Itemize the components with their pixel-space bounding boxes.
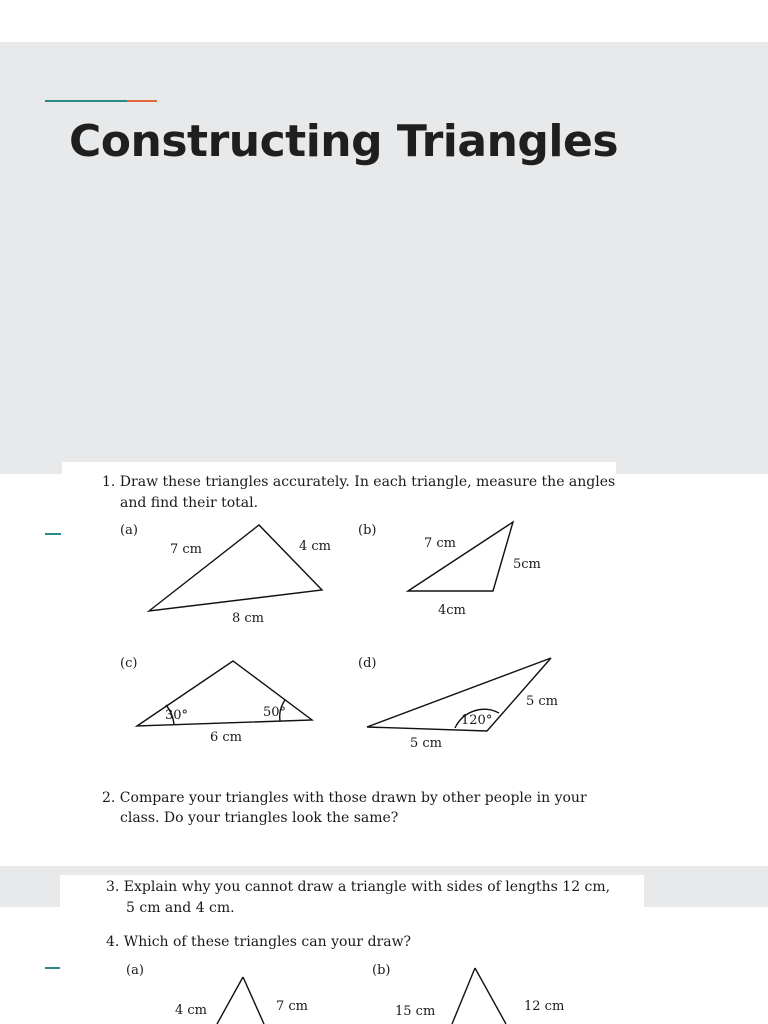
q1-part-d-label: (d) [358, 656, 377, 671]
title-slide [0, 42, 768, 474]
q1d-side-bottom: 5 cm [410, 736, 443, 751]
worksheet-scan-1 [62, 462, 616, 850]
triangle-4b-left-side [452, 968, 475, 1024]
q1-part-a-label: (a) [120, 523, 138, 538]
title-accent-orange [127, 100, 157, 102]
q4a-side-right: 7 cm [276, 999, 309, 1014]
question-3-line-1: 3. Explain why you cannot draw a triangle with sides of lengths 12 cm, [106, 879, 611, 895]
q1b-side-bottom: 4cm [438, 603, 466, 618]
triangle-4a-right-side [243, 977, 264, 1024]
q1d-side-right: 5 cm [526, 694, 559, 709]
q1c-angle-right: 50° [263, 705, 287, 720]
question-4-line-1: 4. Which of these triangles can your draw? [106, 934, 412, 950]
question-2-line-1: 2. Compare your triangles with those drawn by other people in your [102, 790, 587, 806]
worksheet-scan-2 [60, 875, 644, 1024]
q1c-side-bottom: 6 cm [210, 730, 243, 745]
q1a-side-bottom: 8 cm [232, 611, 265, 626]
q1a-side-right: 4 cm [299, 539, 332, 554]
q4b-side-right: 12 cm [524, 999, 565, 1014]
q1-part-c-label: (c) [120, 656, 138, 671]
q1d-angle: 120° [461, 713, 493, 728]
triangle-b [408, 522, 513, 591]
question-1-line-2: and find their total. [120, 495, 259, 511]
question-3-line-2: 5 cm and 4 cm. [126, 900, 235, 916]
q1b-side-top: 7 cm [424, 536, 457, 551]
triangle-4b-right-side [475, 968, 506, 1024]
q4-part-b-label: (b) [372, 963, 391, 978]
slide-marker [45, 967, 61, 969]
q1-part-b-label: (b) [358, 523, 377, 538]
q4a-side-left: 4 cm [175, 1003, 208, 1018]
q1b-side-right: 5cm [513, 557, 541, 572]
q4-part-a-label: (a) [126, 963, 144, 978]
q4b-side-left: 15 cm [395, 1004, 436, 1019]
title-accent-teal [45, 100, 127, 102]
slide-title: Constructing Triangles [69, 116, 619, 167]
question-2-line-2: class. Do your triangles look the same? [120, 810, 399, 826]
slide-marker [45, 533, 61, 535]
q1c-angle-left: 30° [165, 708, 189, 723]
triangle-d [367, 658, 551, 731]
triangle-4a-left-side [217, 977, 243, 1024]
triangle-a [149, 525, 322, 611]
question-1-line-1: 1. Draw these triangles accurately. In each triangle, measure the angles [102, 474, 616, 490]
q1a-side-left: 7 cm [170, 542, 203, 557]
